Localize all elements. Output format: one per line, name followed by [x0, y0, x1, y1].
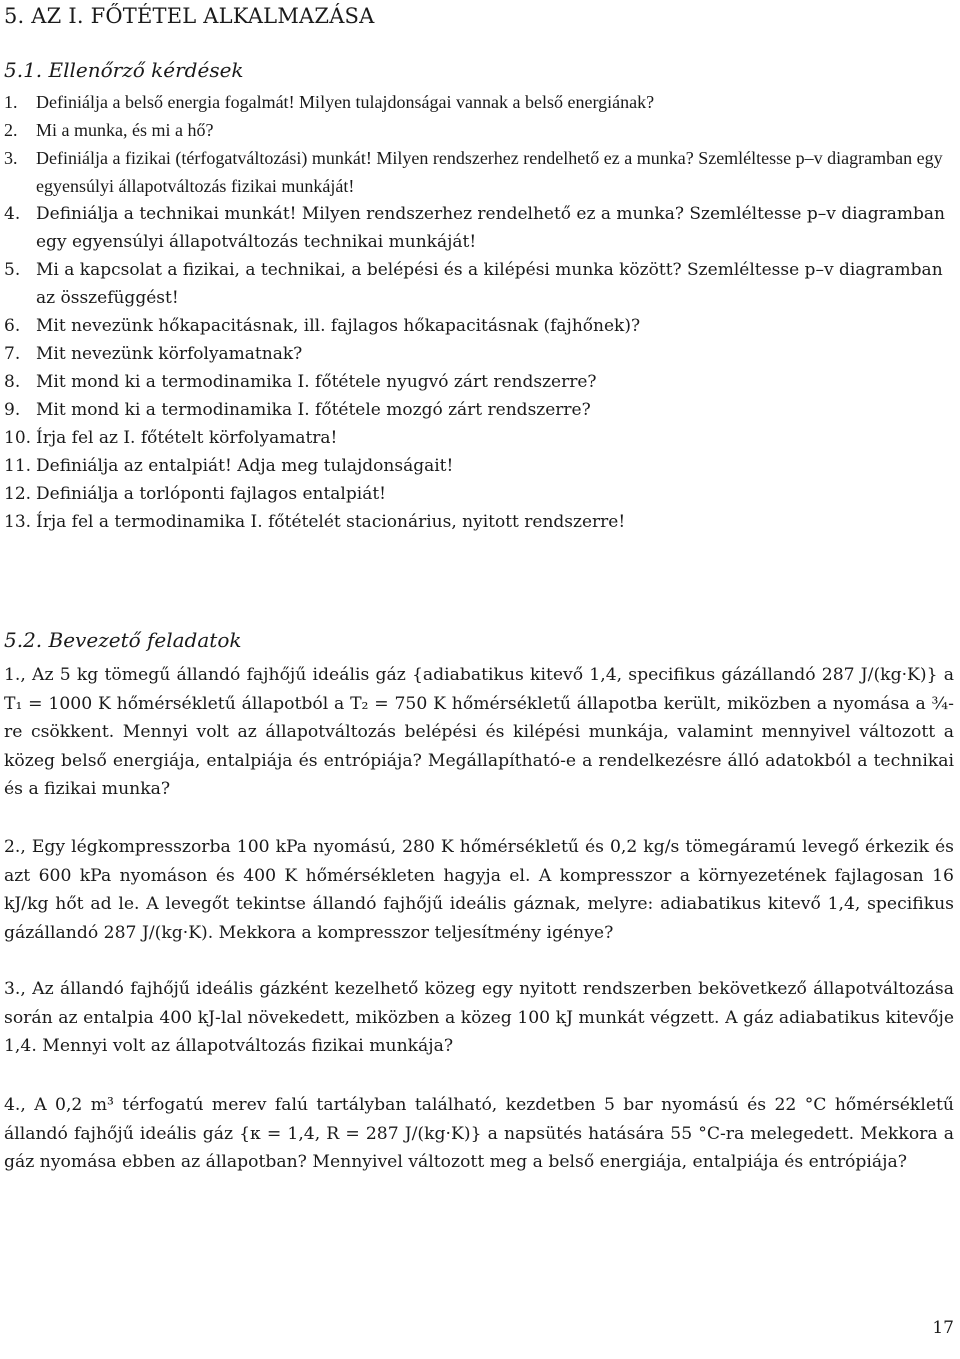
review-question-list: [4, 88, 960, 536]
question-number: 5.: [4, 260, 21, 280]
problem-2: 2., Egy légkompresszorba 100 kPa nyomású, 280 K hőmérsékletű és 0,2 kg/s tömegáramú levegő érkezik és azt 600 kPa nyomáson és 400 K hőmérsékleten hagyja el. A kompresszor a környezetének fajlagosan 16 kJ/kg hőt ad le. A levegőt tekintse állandó fajhőjű ideális gáznak, melyre: adiabatikus kitevő 1,4, specifikus gázállandó 287 J/(kg·K). Mekkora a kompresszor teljesítmény igénye?: [4, 837, 954, 943]
question-number: 9.: [4, 400, 21, 420]
question-number: 8.: [4, 372, 21, 392]
list-item: [4, 368, 960, 396]
question-text: Mi a munka, és mi a hő?: [36, 120, 214, 140]
list-item: [4, 424, 960, 452]
section-title-intro-problems: 5.2. Bevezető feladatok: [4, 628, 242, 652]
list-item: [4, 340, 960, 368]
question-number: 12.: [4, 484, 32, 504]
question-text: Definiálja a technikai munkát! Milyen rendszerhez rendelhető ez a munka? Szemléltesse p–v diagramban egy egyensúlyi állapotváltozás technikai munkáját!: [36, 204, 945, 252]
question-number: 13.: [4, 512, 32, 532]
chapter-title: 5. AZ I. FŐTÉTEL ALKALMAZÁSA: [4, 4, 375, 28]
question-number: 1.: [4, 92, 18, 112]
problem-3: 3., Az állandó fajhőjű ideális gázként kezelhető közeg egy nyitott rendszerben bekövetkező állapotváltozása során az entalpia 400 kJ-lal növekedett, miközben a közeg 100 kJ munkát végzett. A gáz adiabatikus kitevője 1,4. Mennyi volt az állapotváltozás fizikai munkája?: [4, 979, 954, 1056]
list-item: [4, 116, 960, 144]
question-text: Írja fel az I. főtételt körfolyamatra!: [36, 428, 338, 448]
problem-4: 4., A 0,2 m³ térfogatú merev falú tartályban található, kezdetben 5 bar nyomású és 22 °C hőmérsékletű állandó fajhőjű ideális gáz {κ = 1,4, R = 287 J/(kg·K)} a napsütés hatására 55 °C-ra melegedett. Mekkora a gáz nyomása ebben az állapotban? Mennyivel változott meg a belső energiája, entalpiája és entrópiája?: [4, 1095, 954, 1172]
list-item: [4, 312, 960, 340]
question-number: 2.: [4, 120, 18, 140]
list-item: [4, 508, 960, 536]
question-number: 4.: [4, 204, 21, 224]
question-text: Definiálja a fizikai (térfogatváltozási) munkát! Milyen rendszerhez rendelhető ez a munka? Szemléltesse p–v diagramban egy egyensúlyi állapotváltozás fizikai munkáját!: [36, 148, 943, 196]
question-number: 11.: [4, 456, 32, 476]
list-item: [4, 88, 960, 116]
problem-1: 1., Az 5 kg tömegű állandó fajhőjű ideális gáz {adiabatikus kitevő 1,4, specifikus gázállandó 287 J/(kg·K)} a T₁ = 1000 K hőmérsékletű állapotból a T₂ = 750 K hőmérsékletű állapotba került, miközben a nyomása a ¾-re csökkent. Mennyi volt az állapotváltozás belépési és kilépési munkája, valamint mennyivel változott a közeg belső energiája, entalpiája és entrópiája? Megállapítható-e a rendelkezésre álló adatokból a technikai és a fizikai munka?: [4, 665, 954, 799]
question-number: 3.: [4, 148, 18, 168]
list-item: [4, 200, 960, 256]
list-item: [4, 480, 960, 508]
question-text: Mit mond ki a termodinamika I. főtétele nyugvó zárt rendszerre?: [36, 372, 597, 392]
list-item: [4, 256, 960, 312]
list-item: [4, 396, 960, 424]
question-text: Definiálja az entalpiát! Adja meg tulajdonságait!: [36, 456, 454, 476]
list-item: [4, 452, 960, 480]
list-item: [4, 144, 960, 200]
question-text: Mit nevezünk hőkapacitásnak, ill. fajlagos hőkapacitásnak (fajhőnek)?: [36, 316, 641, 336]
question-text: Definiálja a torlóponti fajlagos entalpiát!: [36, 484, 386, 504]
question-text: Mi a kapcsolat a fizikai, a technikai, a belépési és a kilépési munka között? Szemléltesse p–v diagramban az összefüggést!: [36, 260, 943, 308]
question-text: Definiálja a belső energia fogalmát! Milyen tulajdonságai vannak a belső energiának?: [36, 92, 655, 112]
question-number: 10.: [4, 428, 32, 448]
page-number: 17: [932, 1318, 954, 1338]
question-text: Mit nevezünk körfolyamatnak?: [36, 344, 303, 364]
section-title-review-questions: 5.1. Ellenőrző kérdések: [4, 58, 244, 82]
question-number: 6.: [4, 316, 21, 336]
question-text: Írja fel a termodinamika I. főtételét stacionárius, nyitott rendszerre!: [36, 512, 626, 532]
question-number: 7.: [4, 344, 21, 364]
question-text: Mit mond ki a termodinamika I. főtétele mozgó zárt rendszerre?: [36, 400, 591, 420]
